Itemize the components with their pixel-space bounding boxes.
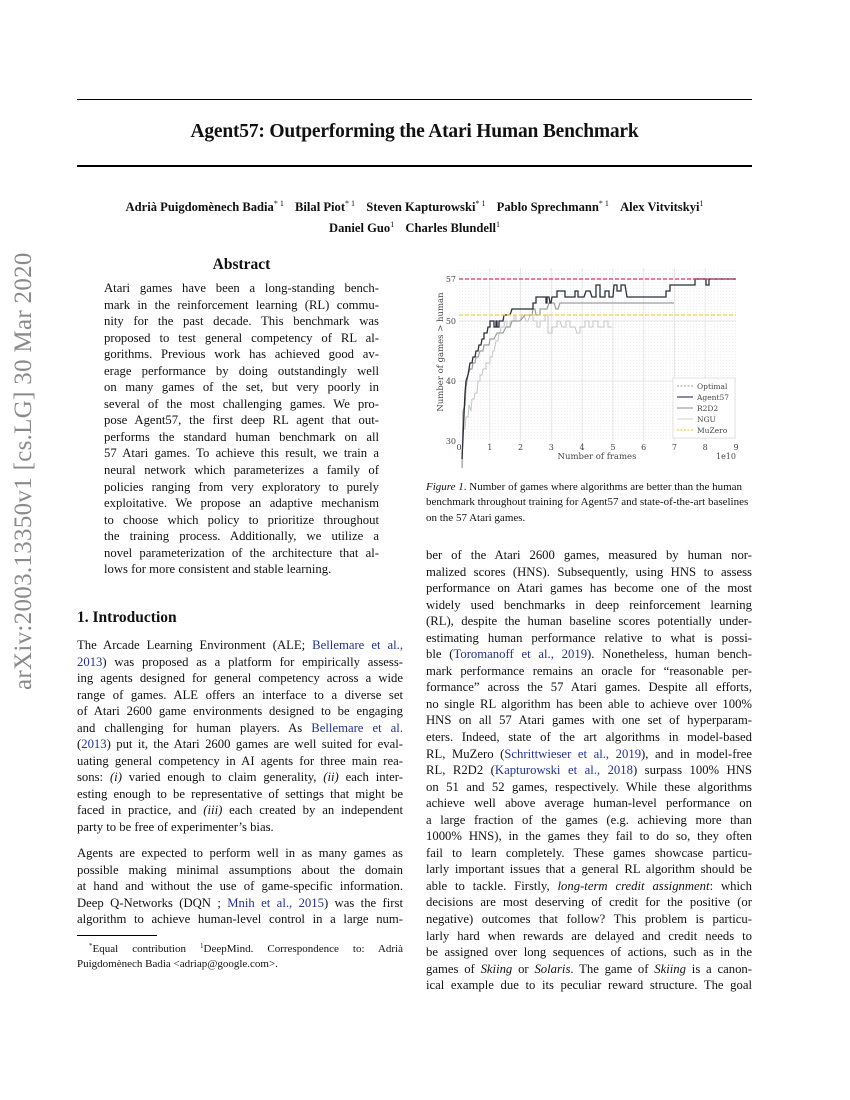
author: Charles Blundell$^1$ <box>405 220 500 235</box>
paper-title: Agent57: Outperforming the Atari Human Benchmark <box>190 121 639 142</box>
chart-legend <box>673 378 735 438</box>
svg-text:5: 5 <box>610 443 616 452</box>
svg-text:30: 30 <box>445 437 456 446</box>
abstract-line: Atari games have been a long-standing bench- <box>104 281 379 295</box>
author: Adrià Puigdomènech Badia$^{* 1}$ <box>125 199 284 214</box>
svg-text:50: 50 <box>445 317 456 326</box>
legend-r2d2: R2D2 <box>697 404 719 413</box>
abstract-line: proposed to test general competency of RL al- <box>104 330 379 345</box>
svg-text:40: 40 <box>445 377 456 386</box>
abstract-line: performs the standard human benchmark on all <box>104 429 379 444</box>
abstract-line: gorithms. Previous work has achieved good av- <box>104 347 379 362</box>
citation-link[interactable]: Kapturowski et al., 2018 <box>494 763 633 778</box>
author-line-2 <box>77 216 752 237</box>
abstract-line: policies ranging from very exploratory to purely <box>104 479 379 494</box>
svg-text:7: 7 <box>671 443 677 452</box>
abstract-line: several of the most challenging games. We pro- <box>104 396 379 411</box>
intro-paragraph-1: The Arcade Learning Environment (ALE; Bellemare et al., 2013) was proposed as a platform for empirically assess- ing agents designed for general competency across a wide range of games. ALE offers an interface to a diverse set of Atari 2600 game environments designed to be engaging and challenging for human players. As Bellemare et al. (2013) put it, the Atari 2600 games are well suited for eval- uating general competency in AI agents for three main rea- sons: (i) varied enough to claim generality, (ii) each inter- esting enough to be representative of settings that might be faced in practice, and (iii) each created by an independent party to be free of experimenter’s bias. <box>77 638 404 835</box>
citation-link[interactable]: Bellemare et al., <box>312 638 403 652</box>
abstract-line: to choose which policy to prioritize throughout <box>104 512 379 527</box>
abstract-line: on many games of the set, but very poorly in <box>104 380 379 395</box>
x-tick-labels <box>456 443 738 452</box>
abstract-line: the training process. Additionally, we utilize a <box>104 529 379 544</box>
footnote-rule <box>77 935 157 936</box>
citation-link[interactable]: Schrittwieser et al., 2019 <box>504 746 642 761</box>
figure-1-chart <box>420 258 755 468</box>
svg-text:6: 6 <box>641 443 647 452</box>
abstract-line: 57 Atari games. To achieve this result, we train a <box>104 446 379 461</box>
abstract-line: nity for the past decade. This benchmark was <box>104 314 379 329</box>
svg-text:8: 8 <box>702 443 708 452</box>
title-top-rule <box>77 99 752 100</box>
x-scale-label: 1e10 <box>715 452 736 461</box>
svg-text:57: 57 <box>445 275 456 284</box>
svg-text:4: 4 <box>579 443 585 452</box>
svg-text:0: 0 <box>456 443 462 452</box>
legend-muzero: MuZero <box>697 426 728 435</box>
abstract-heading: Abstract <box>212 256 271 273</box>
citation-link[interactable]: 2013 <box>81 737 107 752</box>
right-column-paragraph: ber of the Atari 2600 games, measured by human nor- malized scores (HNS). Subsequently, using HNS to assess performance on Atari games has become one of the most widely used benchmarks in deep reinforcement learning (RL), despite the human baseline scores potentially under- estimating human performance relative to what is possi- ble (Toromanoff et al., 2019). Nonetheless, human bench- mark performance remains an oracle for “reasonable per- formance” across the 57 Atari games. Despite all efforts, no single RL algorithm has been able to achieve over 100% HNS on all 57 Atari games with one set of hyperparam- eters. Indeed, state of the art algorithms in model-based RL, MuZero (Schrittwieser et al., 2019), and in model-free RL, R2D2 (Kapturowski et al., 2018) surpass 100% HNS on 51 and 52 games, respectively. While these algorithms achieve well above average human-level performance on a large fraction of the games (e.g. achieving more than 1000% HNS), in the games they fail to do so, they often fail to learn completely. These games showcase particu- larly important issues that a general RL algorithm should be able to tackle. Firstly, long-term credit assignment: which decisions are most deserving of credit for the positive (or negative) outcomes that follow? This problem is particu- larly hard when rewards are delayed and credit needs to be assigned over long sequences of actions, such as in the games of Skiing or Solaris. The game of Skiing is a canon- ical example due to its peculiar reward structure. The goal <box>426 548 752 993</box>
author-line-1 <box>77 195 752 216</box>
abstract-line: erage performance by doing outstandingly well <box>104 363 379 378</box>
author: Pablo Sprechmann$^{* 1}$ <box>496 199 609 214</box>
author: Daniel Guo$^1$ <box>328 220 395 235</box>
svg-text:1: 1 <box>487 443 493 452</box>
citation-link[interactable]: Mnih et al., 2015 <box>227 895 324 910</box>
footnote: *Equal contribution $^1$DeepMind. Correspondence to: Adrià Puigdomènech Badia <adriap@google.com>. <box>77 942 403 970</box>
abstract-line: lows for more consistent and stable learning. <box>104 562 332 577</box>
intro-paragraph-2: Agents are expected to perform well in as many games as possible making minimal assumptions about the domain at hand and without the use of game-specific information. Deep Q-Networks (DQN ; Mnih et al., 2015) was the first algorithm to achieve human-level control in a large num- <box>77 846 403 927</box>
abstract-line: pose Agent57, the first deep RL agent that out- <box>104 413 379 428</box>
y-axis-label: Number of games > human <box>436 292 446 412</box>
author: Steven Kapturowski$^{* 1}$ <box>366 199 486 214</box>
citation-link[interactable]: Toromanoff et al., 2019 <box>453 647 588 662</box>
abstract-body <box>104 280 379 578</box>
arxiv-stamp: arXiv:2003.13350v1 [cs.LG] 30 Mar 2020 <box>10 252 37 690</box>
citation-link[interactable]: 2013 <box>77 654 103 669</box>
figure-1-caption: Figure 1. Number of games where algorithms are better than the human benchmark throughout training for Agent57 and state-of-the-art baselines on the 57 Atari games. <box>426 481 749 524</box>
svg-text:2: 2 <box>518 443 524 452</box>
author-list <box>77 195 752 237</box>
author: Alex Vitvitskyi$^1$ <box>620 199 704 214</box>
svg-text:3: 3 <box>548 443 554 452</box>
author: Bilal Piot$^{* 1}$ <box>295 199 356 214</box>
legend-optimal: Optimal <box>697 382 728 391</box>
y-tick-labels <box>446 275 456 446</box>
x-axis-label: Number of frames <box>557 452 637 462</box>
citation-link[interactable]: Bellemare et al. <box>311 720 403 735</box>
svg-text:9: 9 <box>733 443 739 452</box>
section-heading-introduction: 1. Introduction <box>77 609 177 626</box>
abstract-line: neural network which parameterizes a family of <box>104 463 379 478</box>
legend-agent57: Agent57 <box>697 393 730 402</box>
title-bottom-rule <box>77 165 752 167</box>
abstract-line: mark in the reinforcement learning (RL) commu- <box>104 297 379 312</box>
abstract-line: novel parameterization of the architecture that al- <box>104 545 379 560</box>
abstract-line: exploitative. We propose an adaptive mechanism <box>104 496 379 511</box>
legend-ngu: NGU <box>697 415 716 424</box>
